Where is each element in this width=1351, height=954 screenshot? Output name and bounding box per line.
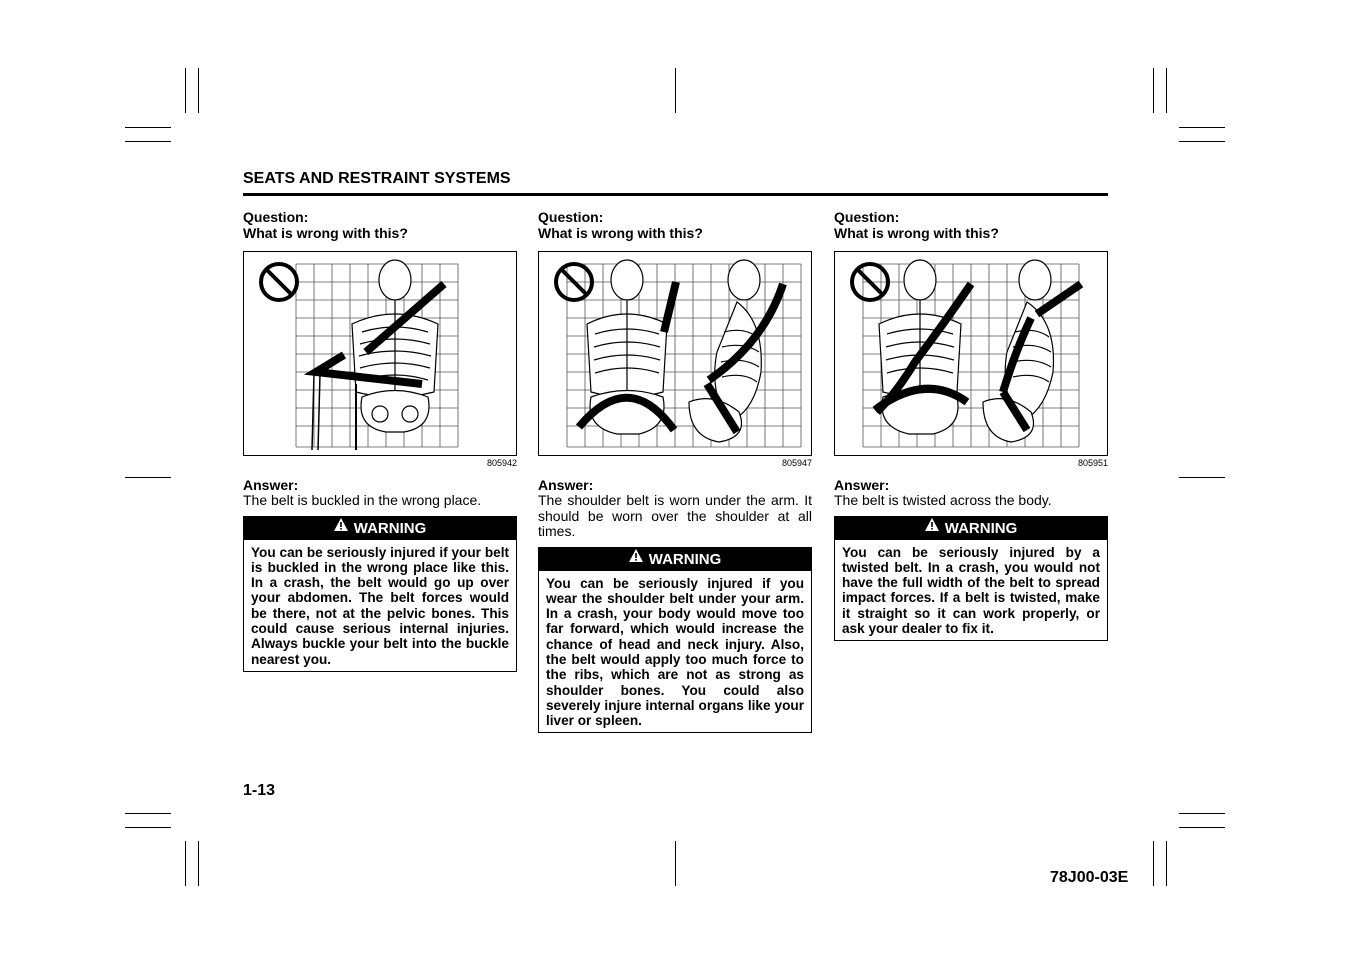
warning-text: You can be seriously injured if your belt is buckled in the wrong place like this. In a crash, the belt would go up over your abdomen. The belt forces would be there, not at the pelvic bones. This could cause serious internal injuries. Always buckle your belt into the buckle nearest you. — [251, 544, 509, 667]
answer-text: The shoulder belt is worn under the arm. It should be worn over the shoulder at all times. — [538, 492, 812, 539]
warning-box — [243, 516, 517, 672]
warning-header — [539, 548, 811, 571]
figure-belt-under-arm — [538, 251, 812, 456]
answer-label: Answer: — [243, 477, 299, 493]
answer-label: Answer: — [538, 477, 594, 493]
warning-triangle-icon — [629, 546, 643, 569]
qa-column-2 — [538, 209, 812, 733]
warning-text: You can be seriously injured if you wear the shoulder belt under your arm. In a crash, your body would move too far forward, which would increase the chance of head and neck injury. Also, the belt would apply too much force to the ribs, which are not as strong as shoulder bones. You could also severely injure internal organs like your liver or spleen. — [546, 575, 804, 729]
warning-header — [244, 517, 516, 540]
question-text: What is wrong with this? — [834, 225, 999, 241]
answer-label: Answer: — [834, 477, 890, 493]
figure-wrong-buckle — [243, 251, 517, 456]
warning-text: You can be seriously injured by a twisted belt. In a crash, you would not have the full width of the belt to spread impact forces. If a belt is twisted, make it straight so it can work properly, or ask your dealer to fix it. — [842, 544, 1100, 636]
no-symbol-icon — [261, 264, 297, 300]
warning-box — [834, 516, 1108, 642]
qa-column-1 — [243, 209, 517, 672]
warning-title: WARNING — [353, 519, 427, 537]
figure-code: 805951 — [1077, 458, 1108, 468]
question-label: Question: — [243, 209, 309, 225]
question-label: Question: — [538, 209, 604, 225]
figure-twisted-belt — [834, 251, 1108, 456]
answer-text: The belt is buckled in the wrong place. — [243, 492, 482, 508]
title-rule — [243, 193, 1108, 196]
section-title: SEATS AND RESTRAINT SYSTEMS — [243, 170, 511, 187]
figure-code: 805942 — [486, 458, 517, 468]
question-text: What is wrong with this? — [538, 225, 703, 241]
warning-header — [835, 517, 1107, 540]
page-number: 1-13 — [243, 782, 276, 799]
document-code: 78J00-03E — [1050, 869, 1129, 886]
answer-text: The belt is twisted across the body. — [834, 492, 1052, 508]
warning-title: WARNING — [648, 550, 722, 568]
question-text: What is wrong with this? — [243, 225, 408, 241]
warning-triangle-icon — [334, 515, 348, 538]
qa-column-3 — [834, 209, 1108, 641]
warning-box — [538, 547, 812, 734]
warning-triangle-icon — [925, 515, 939, 538]
question-label: Question: — [834, 209, 900, 225]
figure-code: 805947 — [781, 458, 812, 468]
warning-title: WARNING — [944, 519, 1018, 537]
